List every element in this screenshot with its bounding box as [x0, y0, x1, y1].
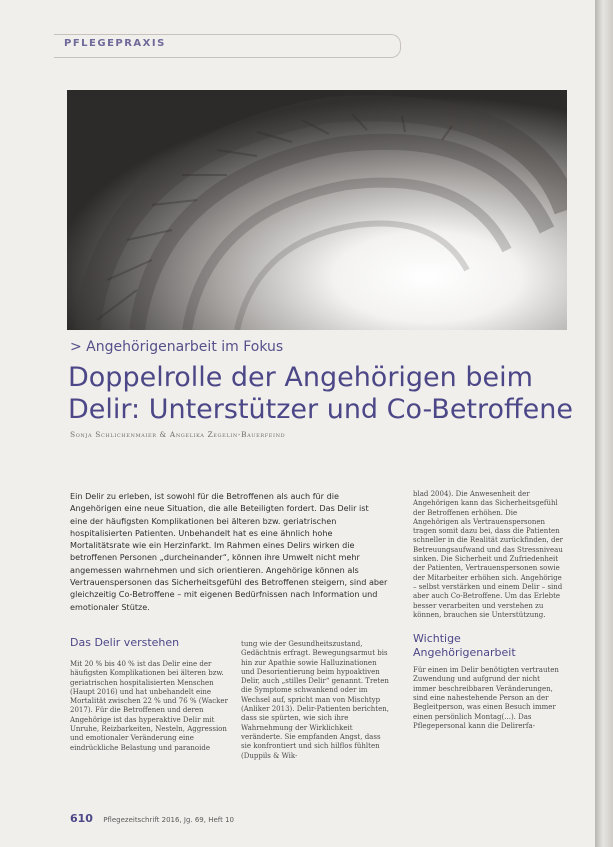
body-column-1	[70, 660, 228, 753]
article-title-line-2: Delir: Unterstützer und Co-Betroffene	[68, 394, 573, 425]
article-title	[68, 362, 588, 426]
facing-page-edge	[595, 0, 613, 847]
article-kicker: > Angehörigenarbeit im Fokus	[70, 339, 284, 355]
body-column-2	[241, 640, 391, 761]
article-lead	[70, 490, 388, 613]
body-column-3	[413, 490, 563, 731]
body-paragraph: Mit 20 % bis 40 % ist das Delir eine der häufigsten Komplikationen bei älteren bzw. geriatrischen hospitalisierten Menschen (Haupt 2016) und hat unbehandelt eine Mortalität zwischen 22 % und 76 % (Wacker 2017). Für die Betroffenen und deren Angehörige ist das hyperaktive Delir mit Unruhe, Reizbarkeiten, Nesteln, Aggression und emotionaler Veränderung eine eindrückliche Belastung und paranoide	[70, 660, 228, 752]
lead-paragraph: Ein Delir zu erleben, ist sowohl für die Betroffenen als auch für die Angehörigen eine neue Situation, die alle Beteiligten fordert. Das Delir ist eine der häufigsten Komplikationen bei älteren bzw. geriatrischen hospitalisierten Patienten. Unbehandelt hat es eine ähnlich hohe Mortalitätsrate wie ein Herzinfarkt. Im Rahmen eines Delirs wirken die betroffenen Personen „durcheinander“, können ihre Umwelt nicht mehr angemessen wahrnehmen und sich orientieren. Angehörige können als Vertrauenspersonen das Sicherheitsgefühl des Betroffenen steigern, sind aber gleichzeitig Co-Betroffene – mit eigenen Bedürfnissen nach Information und emotionaler Stütze.	[70, 491, 388, 612]
article-title-line-1: Doppelrolle der Angehörigen beim	[68, 362, 533, 393]
section-label: PFLEGEPRAXIS	[64, 38, 166, 49]
section-heading-angehoerigenarbeit: Wichtige Angehörigenarbeit	[413, 632, 516, 660]
body-paragraph: blad 2004). Die Anwesenheit der Angehörigen kann das Sicherheitsgefühl der Betroffenen erhöhen. Die Angehörigen als Vertrauenspersonen tragen somit dazu bei, dass die Patienten schneller in die Realität zurückfinden, der Betreuungsaufwand und das Stressniveau sinken. Die Sicherheit und Zufriedenheit der Patienten, Vertrauenspersonen sowie der Mitarbeiter erhöhen sich. Angehörige – selbst verstärken und einem Delir – sind aber auch Co-Betroffene. Um das Erlebte besser verarbeiten und verstehen zu können, brauchen sie Unterstützung.	[413, 490, 563, 619]
page-number: 610	[70, 812, 93, 825]
section-heading-delir-verstehen: Das Delir verstehen	[70, 636, 180, 649]
page-footer	[70, 812, 570, 826]
spiral-staircase-photo	[67, 90, 567, 330]
article-authors: Sonja Schlichenmaier & Angelika Zegelin-Bauerfeind	[70, 430, 286, 439]
body-paragraph: tung wie der Gesundheitszustand, Gedächtnis erfragt. Bewegungsarmut bis hin zur Apathie sowie Halluzinationen und Desorientierung beim hypoaktiven Delir, auch „stilles Delir“ genannt. Treten die Symptome schwankend oder im Wechsel auf, spricht man von Mischtyp (Anliker 2013). Delir-Patienten berichten, dass sie spürten, wie sich ihre Wahrnehmung der Wirklichkeit veränderte. Sie empfanden Angst, dass sie konfrontiert und sich hilflos fühlten (Duppils & Wik-	[241, 640, 389, 760]
journal-citation: Pflegezeitschrift 2016, Jg. 69, Heft 10	[103, 816, 234, 824]
body-paragraph: Für einen im Delir benötigten vertrauten Zuwendung und aufgrund der nicht immer beschreibbaren Veränderungen, sind eine nahestehende Person an der Begleitperson, was einen Besuch immer einen persönlich Montag(...). Das Pflegepersonal kann die Delirerfa-	[413, 666, 559, 730]
